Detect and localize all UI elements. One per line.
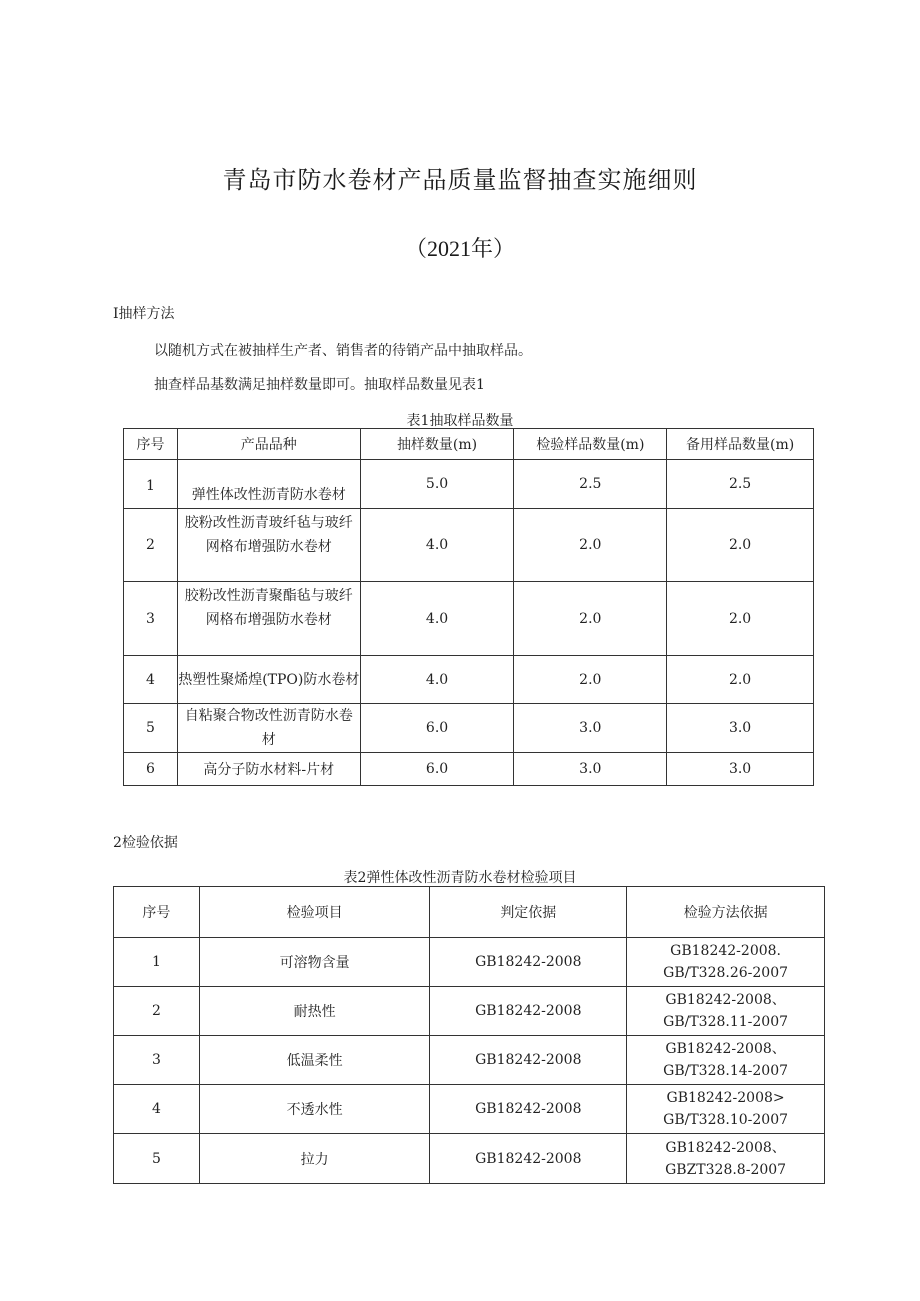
table1-cell-product: 热塑性聚烯煌(TPO)防水卷材 — [177, 656, 360, 704]
table2-header-item: 检验项目 — [199, 887, 430, 938]
table2-cell-method — [627, 1085, 825, 1134]
table1-cell-sample: 6.0 — [360, 753, 514, 786]
table2-header-method: 检验方法依据 — [627, 887, 825, 938]
table-row — [124, 753, 814, 786]
table2-cell-no: 3 — [114, 1036, 200, 1085]
table1-cell-product: 自粘聚合物改性沥青防水卷材 — [177, 704, 360, 753]
table1-cell-sample: 6.0 — [360, 704, 514, 753]
table1-cell-test: 3.0 — [514, 753, 667, 786]
table1-cell-product: 胶粉改性沥青玻纤毡与玻纤网格布增强防水卷材 — [177, 509, 360, 582]
table-row — [124, 460, 814, 509]
table2-cell-no: 5 — [114, 1134, 200, 1184]
section1-heading: I抽样方法 — [113, 306, 175, 322]
table2-header-no: 序号 — [114, 887, 200, 938]
table1-cell-spare: 3.0 — [667, 753, 814, 786]
table2-cell-item: 低温柔性 — [199, 1036, 430, 1085]
method-line-2: GBZT328.8-2007 — [665, 1161, 787, 1178]
table1-header-no: 序号 — [124, 429, 178, 460]
table1-header-spare: 备用样品数量(m) — [667, 429, 814, 460]
inspection-items-table — [113, 886, 825, 1184]
table1-cell-spare: 3.0 — [667, 704, 814, 753]
table1-cell-test: 3.0 — [514, 704, 667, 753]
table1-header-sample: 抽样数量(m) — [360, 429, 514, 460]
table-row — [124, 509, 814, 582]
document-year: （2021年） — [404, 236, 515, 261]
section1-para2: 抽查样品基数满足抽样数量即可。抽取样品数量见表1 — [154, 377, 485, 393]
table2-cell-method — [627, 938, 825, 987]
table2-cell-method — [627, 1036, 825, 1085]
method-line-1: GB18242-2008、 — [665, 1139, 786, 1156]
table2-cell-method — [627, 1134, 825, 1184]
table-row — [114, 938, 825, 987]
table2-cell-no: 2 — [114, 987, 200, 1036]
table-row — [114, 987, 825, 1036]
table1-cell-product: 弹性体改性沥青防水卷材 — [177, 460, 360, 509]
table1-cell-sample: 4.0 — [360, 509, 514, 582]
table1-cell-product: 高分子防水材料-片材 — [177, 753, 360, 786]
table2-cell-basis: GB18242-2008 — [430, 1036, 627, 1085]
method-line-2: GB/T328.10-2007 — [663, 1112, 789, 1128]
table1-cell-spare: 2.5 — [667, 460, 814, 509]
table1-cell-sample: 5.0 — [360, 460, 514, 509]
method-line-1: GB18242-2008、 — [665, 1041, 786, 1057]
table-row — [114, 1085, 825, 1134]
table1-cell-sample: 4.0 — [360, 582, 514, 656]
table2-header-basis: 判定依据 — [430, 887, 627, 938]
method-line-2: GB/T328.14-2007 — [663, 1063, 789, 1079]
table-row — [114, 1036, 825, 1085]
table1-cell-no: 2 — [124, 509, 178, 582]
table2-cell-item: 拉力 — [199, 1134, 430, 1184]
table2-cell-basis: GB18242-2008 — [430, 1085, 627, 1134]
table1-cell-no: 4 — [124, 656, 178, 704]
table2-cell-no: 1 — [114, 938, 200, 987]
table2-cell-item: 不透水性 — [199, 1085, 430, 1134]
table2-cell-item: 可溶物含量 — [199, 938, 430, 987]
table2-cell-item: 耐热性 — [199, 987, 430, 1036]
method-line-1: GB18242-2008. — [670, 943, 781, 959]
table2-header-row — [114, 887, 825, 938]
method-line-1: GB18242-2008> — [666, 1090, 785, 1106]
table1-cell-no: 3 — [124, 582, 178, 656]
table-row — [124, 704, 814, 753]
table1-header-test: 检验样品数量(m) — [514, 429, 667, 460]
table2-cell-no: 4 — [114, 1085, 200, 1134]
table1-cell-no: 5 — [124, 704, 178, 753]
table2-cell-basis: GB18242-2008 — [430, 987, 627, 1036]
table1-header-product: 产品品种 — [177, 429, 360, 460]
table1-cell-spare: 2.0 — [667, 656, 814, 704]
table1-cell-test: 2.0 — [514, 582, 667, 656]
table1-cell-test: 2.0 — [514, 656, 667, 704]
table2-cell-basis: GB18242-2008 — [430, 1134, 627, 1184]
table2-caption: 表2弹性体改性沥青防水卷材检验项目 — [343, 870, 577, 886]
section2-heading: 2检验依据 — [113, 835, 178, 851]
table1-caption: 表1抽取样品数量 — [406, 413, 514, 429]
method-line-2: GB/T328.26-2007 — [663, 965, 789, 981]
document-title: 青岛市防水卷材产品质量监督抽查实施细则 — [222, 166, 698, 194]
table1-cell-product: 胶粉改性沥青聚酯毡与玻纤网格布增强防水卷材 — [177, 582, 360, 656]
table-row — [124, 582, 814, 656]
table-row — [114, 1134, 825, 1184]
table1-cell-no: 6 — [124, 753, 178, 786]
table1-cell-test: 2.5 — [514, 460, 667, 509]
section1-para1: 以随机方式在被抽样生产者、销售者的待销产品中抽取样品。 — [154, 343, 532, 359]
method-line-1: GB18242-2008、 — [665, 992, 786, 1008]
table1-cell-sample: 4.0 — [360, 656, 514, 704]
table1-cell-test: 2.0 — [514, 509, 667, 582]
table1-header-row — [124, 429, 814, 460]
table2-cell-method — [627, 987, 825, 1036]
table1-cell-spare: 2.0 — [667, 509, 814, 582]
table1-cell-no: 1 — [124, 460, 178, 509]
table2-cell-basis: GB18242-2008 — [430, 938, 627, 987]
sample-quantity-table — [123, 428, 814, 786]
method-line-2: GB/T328.11-2007 — [663, 1014, 789, 1030]
table1-cell-spare: 2.0 — [667, 582, 814, 656]
table-row — [124, 656, 814, 704]
